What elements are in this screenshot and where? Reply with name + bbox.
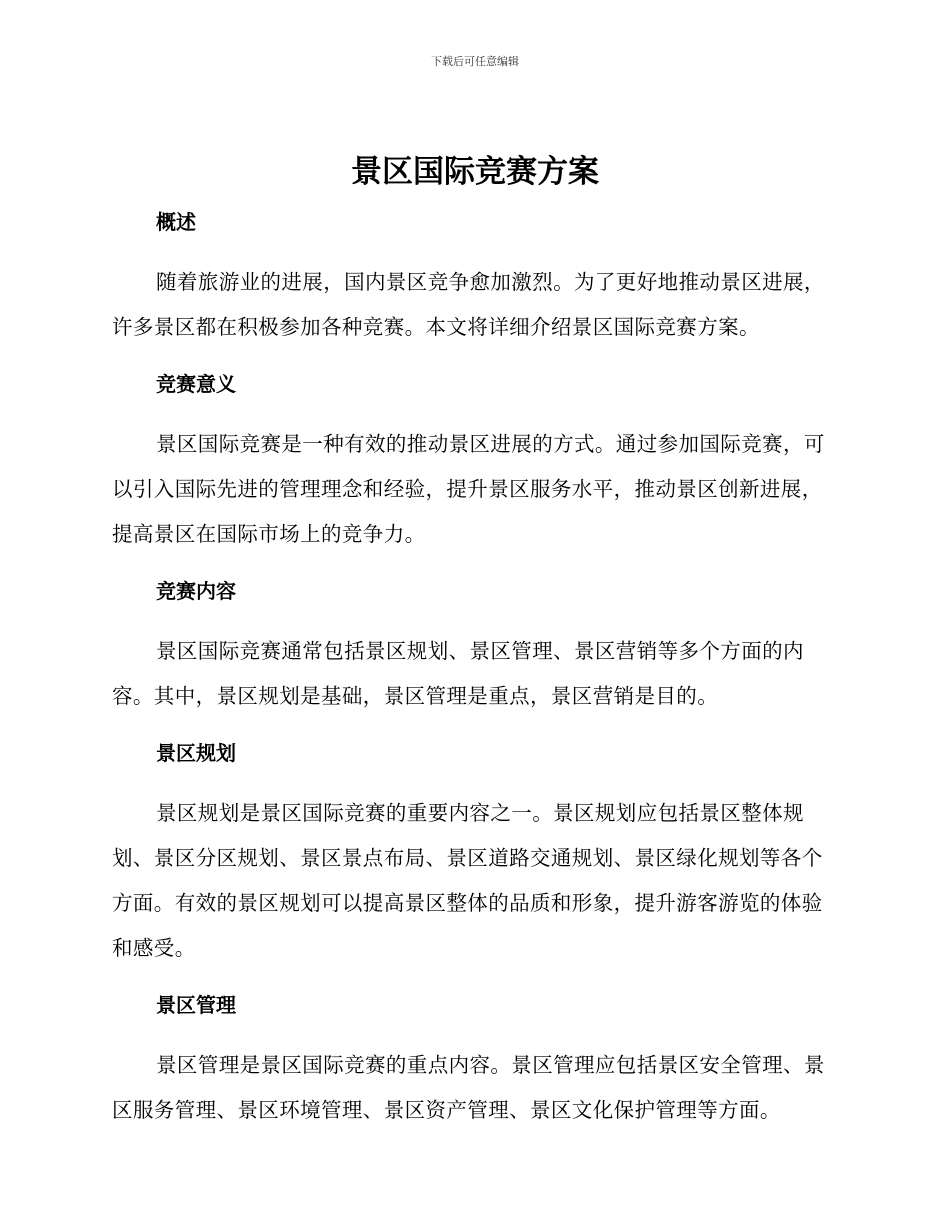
page-header: 下载后可任意编辑 xyxy=(431,55,519,68)
section-paragraph: 景区管理是景区国际竞赛的重点内容。景区管理应包括景区安全管理、景区服务管理、景区环境管理、景区资产管理、景区文化保护管理等方面。 xyxy=(112,1053,825,1122)
document-body xyxy=(112,206,832,1151)
section-content xyxy=(112,575,832,719)
document-title: 景区国际竞赛方案 xyxy=(351,154,599,190)
section-heading: 景区规划 xyxy=(156,741,236,765)
section-paragraph: 随着旅游业的进展，国内景区竞争愈加激烈。为了更好地推动景区进展，许多景区都在积极参加各种竞赛。本文将详细介绍景区国际竞赛方案。 xyxy=(112,270,825,339)
section-planning xyxy=(112,737,832,971)
section-heading: 概述 xyxy=(156,210,196,234)
section-paragraph: 景区规划是景区国际竞赛的重要内容之一。景区规划应包括景区整体规划、景区分区规划、景区景点布局、景区道路交通规划、景区绿化规划等各个方面。有效的景区规划可以提高景区整体的品质和形象，提升游客游览的体验和感受。 xyxy=(112,801,823,960)
section-heading: 景区管理 xyxy=(156,993,236,1017)
section-paragraph: 景区国际竞赛通常包括景区规划、景区管理、景区营销等多个方面的内容。其中，景区规划是基础，景区管理是重点，景区营销是目的。 xyxy=(112,639,804,708)
section-heading: 竞赛内容 xyxy=(156,579,236,603)
section-heading: 竞赛意义 xyxy=(156,372,236,396)
section-management xyxy=(112,989,832,1133)
section-significance xyxy=(112,368,832,557)
section-paragraph: 景区国际竞赛是一种有效的推动景区进展的方式。通过参加国际竞赛，可以引入国际先进的管理理念和经验，提升景区服务水平，推动景区创新进展，提高景区在国际市场上的竞争力。 xyxy=(112,432,825,546)
section-overview xyxy=(112,206,832,350)
